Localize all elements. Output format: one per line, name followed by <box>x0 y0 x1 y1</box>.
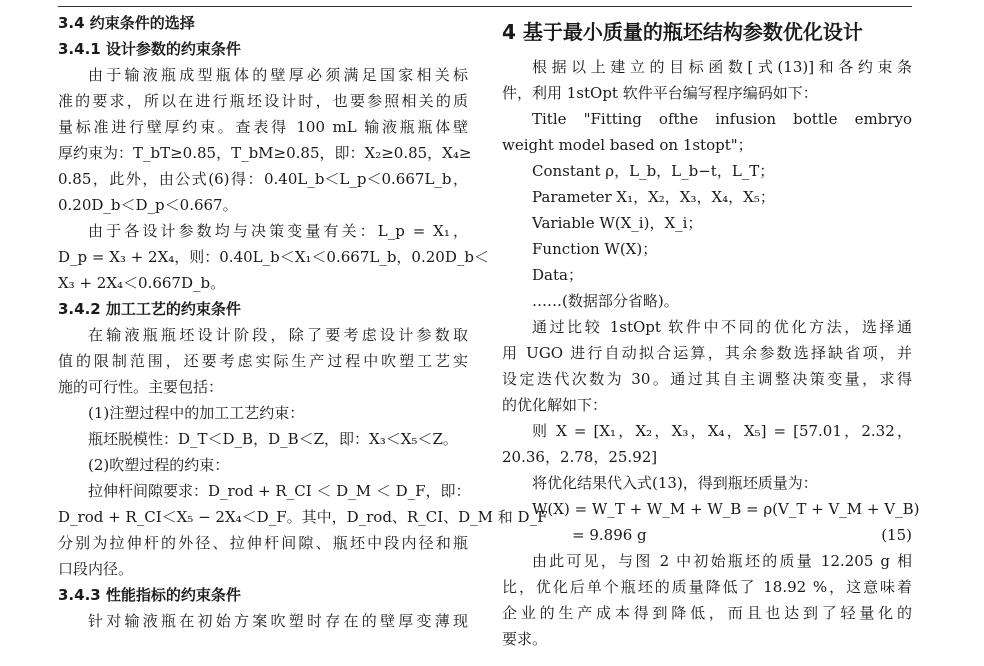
text-line: 口段内径。 <box>58 560 134 578</box>
text-line: 0.85，此外，由公式(6)得：0.40L_b＜L_p＜0.667L_b， <box>58 170 468 188</box>
text-line: 的优化解如下： <box>502 396 608 414</box>
text-line: 量标准进行壁厚约束。查表得 100 mL 输液瓶瓶体壁 <box>58 118 468 136</box>
text-line: 针对输液瓶在初始方案吹塑时存在的壁厚变薄现 <box>88 612 468 630</box>
section-title: 4 基于最小质量的瓶坯结构参数优化设计 <box>502 20 863 44</box>
text-line: 根据以上建立的目标函数[式(13)]和各约束条 <box>532 58 912 76</box>
text-line: Constant ρ，L_b，L_b−t，L_T； <box>532 162 775 180</box>
text-line: 则 X = [X₁，X₂，X₃，X₄，X₅] = [57.01，2.32， <box>532 422 912 440</box>
right-tail <box>502 548 912 652</box>
equation-result: = 9.896 g <box>572 526 647 544</box>
equation-number: (15) <box>881 526 912 544</box>
text-line: W(X) = W_T + W_M + W_B = ρ(V_T + V_M + V_B) <box>532 500 920 518</box>
subsection-heading: 3.4 约束条件的选择 <box>58 14 195 32</box>
text-line: Variable W(X_i)，X_i； <box>532 214 703 232</box>
text-line: Data； <box>532 266 583 284</box>
subsection-heading: 3.4.2 加工工艺的约束条件 <box>58 300 241 318</box>
text-line: 拉伸杆间隙要求：D_rod + R_CI ＜ D_M ＜ D_F，即： <box>88 482 471 500</box>
text-line: 20.36，2.78，25.92] <box>502 448 658 466</box>
text-line: 通过比较 1stOpt 软件中不同的优化方法，选择通 <box>532 318 912 336</box>
subsection-heading: 3.4.3 性能指标的约束条件 <box>58 586 241 604</box>
text-line: 准的要求，所以在进行瓶坯设计时，也要参照相关的质 <box>58 92 468 110</box>
text-line: 要求。 <box>502 630 548 648</box>
text-line: 施的可行性。主要包括： <box>58 378 224 396</box>
text-line: 由此可见，与图 2 中初始瓶坯的质量 12.205 g 相 <box>532 552 912 570</box>
text-line: weight model based on 1stopt"； <box>502 136 753 154</box>
text-line: 将优化结果代入式(13)，得到瓶坯质量为： <box>532 474 818 492</box>
text-line: 0.20D_b＜D_p＜0.667。 <box>58 196 238 214</box>
text-line: X₃ + 2X₄＜0.667D_b。 <box>58 274 226 292</box>
right-body <box>502 54 920 522</box>
text-line: 由于各设计参数均与决策变量有关：L_p = X₁， <box>88 222 468 240</box>
left-column <box>58 10 548 634</box>
text-line: 在输液瓶瓶坯设计阶段，除了要考虑设计参数取 <box>88 326 468 344</box>
text-line: 分别为拉伸杆的外径、拉伸杆间隙、瓶坯中段内径和瓶 <box>58 534 468 552</box>
text-line: 用 UGO 进行自动拟合运算，其余参数选择缺省项，并 <box>502 344 912 362</box>
text-line: ……(数据部分省略)。 <box>532 292 679 310</box>
text-line: (1)注塑过程中的加工工艺约束： <box>88 404 305 422</box>
text-line: 值的限制范围，还要考虑实际生产过程中吹塑工艺实 <box>58 352 468 370</box>
equation-line <box>502 522 912 548</box>
text-line: D_rod + R_CI＜X₅ − 2X₄＜D_F。其中，D_rod、R_CI、D_M 和 D_F <box>58 508 548 526</box>
text-line: 由于输液瓶成型瓶体的壁厚必须满足国家相关标 <box>88 66 468 84</box>
text-line: Function W(X)； <box>532 240 658 258</box>
text-line: Title "Fitting ofthe infusion bottle embryo <box>532 110 912 128</box>
subsection-heading: 3.4.1 设计参数的约束条件 <box>58 40 241 58</box>
top-rule <box>58 6 912 7</box>
text-line: D_p = X₃ + 2X₄，则：0.40L_b＜X₁＜0.667L_b，0.20D_b＜ <box>58 248 489 266</box>
right-column <box>502 10 920 652</box>
text-line: 瓶坯脱模性：D_T＜D_B，D_B＜Z，即：X₃＜X₅＜Z。 <box>88 430 458 448</box>
text-line: 比，优化后单个瓶坯的质量降低了 18.92 %，这意味着 <box>502 578 912 596</box>
text-line: 企业的生产成本得到降低，而且也达到了轻量化的 <box>502 604 912 622</box>
text-line: (2)吹塑过程的约束： <box>88 456 230 474</box>
text-line: Parameter X₁，X₂，X₃，X₄，X₅； <box>532 188 775 206</box>
text-line: 件，利用 1stOpt 软件平台编写程序编码如下： <box>502 84 818 102</box>
text-line: 设定迭代次数为 30。通过其自主调整决策变量，求得 <box>502 370 912 388</box>
text-line: 厚约束为：T_bT≥0.85，T_bM≥0.85，即：X₂≥0.85，X₄≥ <box>58 144 472 162</box>
